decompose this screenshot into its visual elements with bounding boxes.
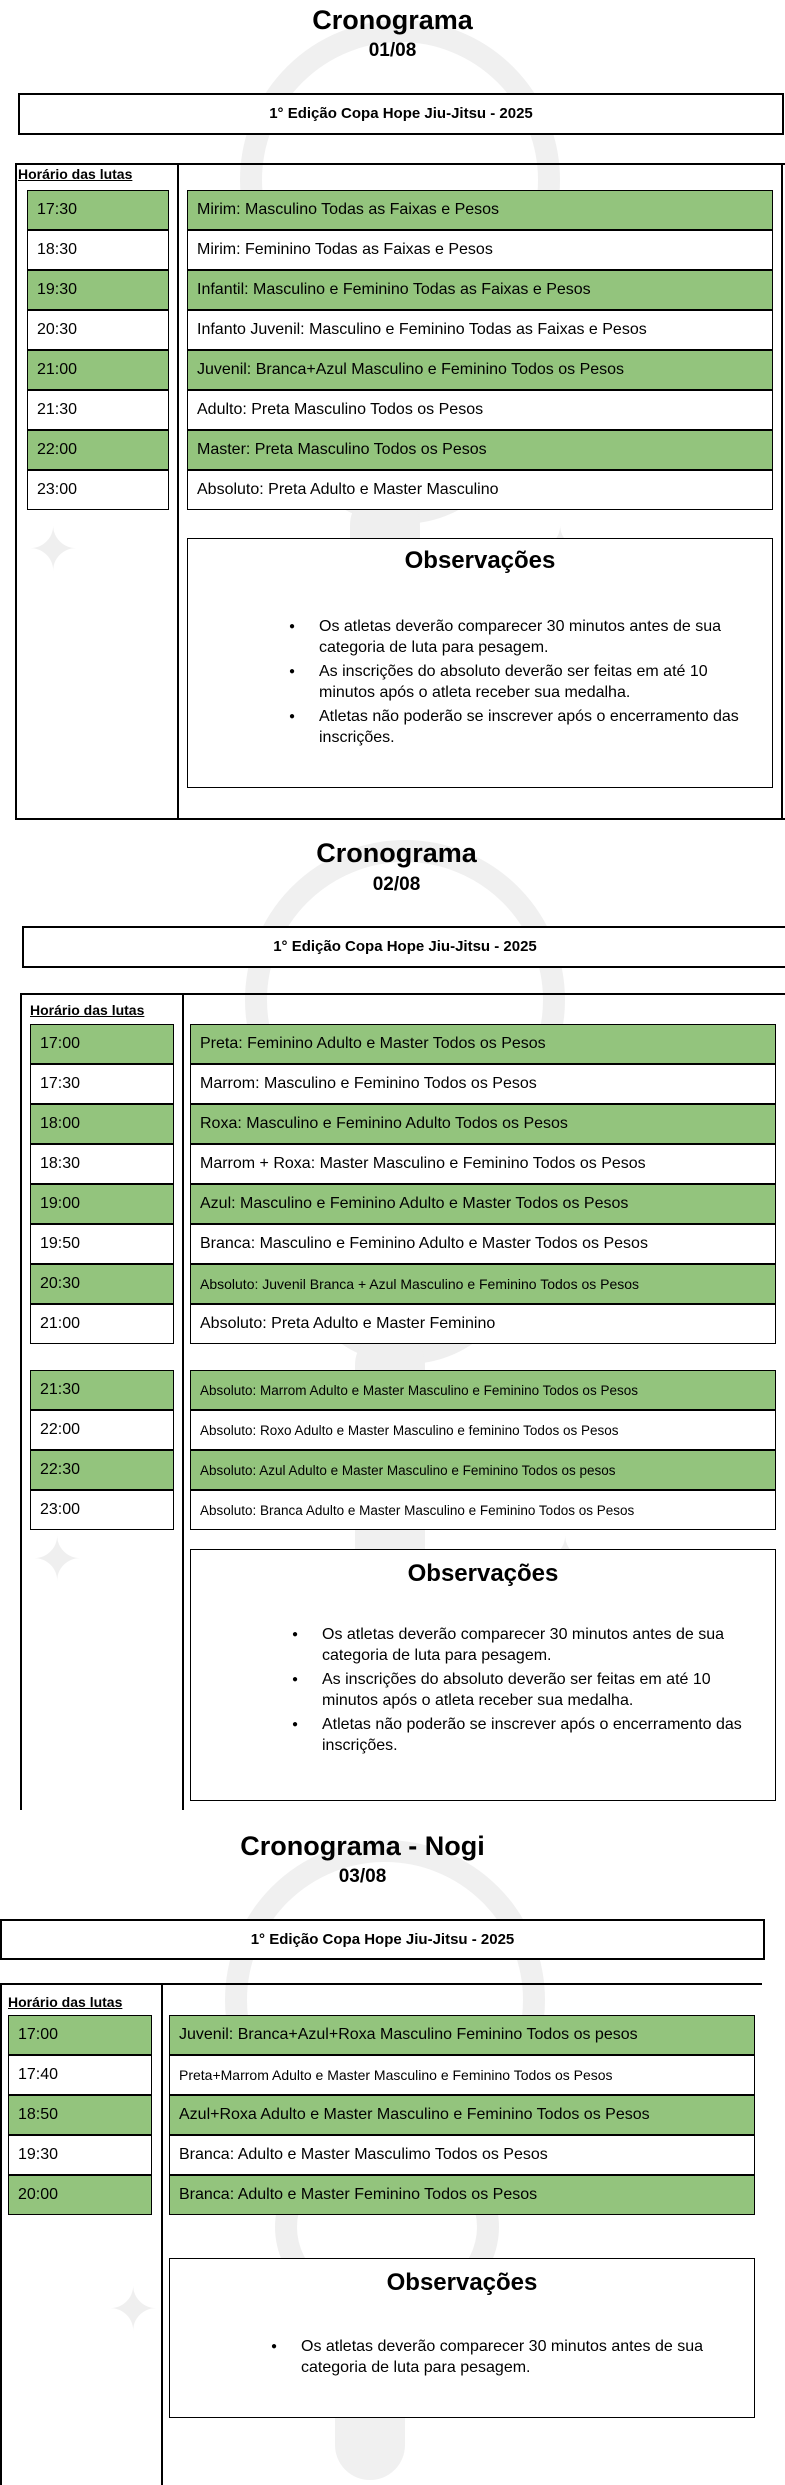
page-title: Cronograma	[312, 5, 473, 35]
event-banner: 1° Edição Copa Hope Jiu-Jitsu - 2025	[22, 926, 785, 968]
observations-title: Observações	[404, 547, 556, 574]
time-cell: 17:30	[27, 190, 169, 230]
time-cell: 18:30	[27, 230, 169, 270]
category-cell: Marrom: Masculino e Feminino Todos os Pesos	[190, 1064, 776, 1104]
category-cell: Juvenil: Branca+Azul+Roxa Masculino Feminino Todos os pesos	[169, 2015, 755, 2055]
category-cell: Branca: Adulto e Master Masculimo Todos os Pesos	[169, 2135, 755, 2175]
page-title: Cronograma - Nogi	[240, 1831, 485, 1861]
schedule-day-3: ✦ Cronograma - Nogi 03/08 1° Edição Copa Hope Jiu-Jitsu - 2025 Horário das lutas 17:00 17:40 18:50 19:30 20:00 Juvenil: Branca+Azul+Roxa Masculino Feminino Todos os pesos Preta+Marrom Adulto e Master Masculino e Feminino Todos os Pesos Azul+Roxa Adulto e Master Masculino e Feminino Todos os Pesos Branca: Adulto e Master Masculimo Todos os Pesos Branca: Adulto e Master Feminino Todos os Pesos Observações ● Os atletas deverão comparecer 30 minutos antes de sua categoria de luta para pesagem.	[0, 1810, 785, 2485]
observation-item: ● Os atletas deverão comparecer 30 minutos antes de sua categoria de luta para pesagem.	[301, 2336, 741, 2378]
category-cell: Branca: Adulto e Master Feminino Todos os Pesos	[169, 2175, 755, 2215]
observation-item: ● As inscrições do absoluto deverão ser feitas em até 10 minutos após o atleta receber sua medalha.	[322, 1669, 762, 1711]
category-cell: Absoluto: Branca Adulto e Master Masculino e Feminino Todos os Pesos	[190, 1490, 776, 1530]
time-cell: 20:00	[8, 2175, 152, 2215]
category-cell: Absoluto: Juvenil Branca + Azul Masculino e Feminino Todos os Pesos	[190, 1264, 776, 1304]
time-cell: 21:30	[30, 1370, 174, 1410]
category-cell: Adulto: Preta Masculino Todos os Pesos	[187, 390, 773, 430]
time-cell: 18:00	[30, 1104, 174, 1144]
time-cell: 17:30	[30, 1064, 174, 1104]
observations-list	[301, 2336, 741, 2381]
times-header: Horário das lutas	[8, 1994, 123, 2010]
time-cell: 22:00	[30, 1410, 174, 1450]
category-cell: Absoluto: Preta Adulto e Master Masculino	[187, 470, 773, 510]
observations-box	[187, 538, 773, 788]
category-cell: Roxa: Masculino e Feminino Adulto Todos os Pesos	[190, 1104, 776, 1144]
time-cell: 18:30	[30, 1144, 174, 1184]
observations-box	[169, 2258, 755, 2418]
category-cell: Infanto Juvenil: Masculino e Feminino Todas as Faixas e Pesos	[187, 310, 773, 350]
category-cell: Absoluto: Roxo Adulto e Master Masculino e feminino Todos os Pesos	[190, 1410, 776, 1450]
schedule-day-2: ✦ Cronograma 02/08 1° Edição Copa Hope Jiu-Jitsu - 2025 Horário das lutas 17:00 17:30 18:00 18:30 19:00 19:50 20:30 21:00 Preta: Feminino Adulto e Master Todos os Pesos Marrom: Masculino e Feminino Todos os Pesos Roxa: Masculino e Feminino Adulto Todos os Pesos Marrom + Roxa: Master Masculino e Feminino Todos os Pesos Azul: Masculino e Feminino Adulto e Master Todos os Pesos Branca: Masculino e Feminino Adulto e Master Todos os Pesos Absoluto: Juvenil Branca + Azul Masculino e Feminino Todos os Pesos Absoluto: Preta Adulto e Master Feminino 21:30 22:00 22:30 23:00 Absoluto: Marrom Adulto e Master Masculino e Feminino Todos os Pesos Absoluto: Roxo Adulto e Master Masculino e feminino Todos os Pesos Absoluto: Azul Adulto e Master Masculino e Feminino Todos os pesos Absoluto: Branca Adulto e Master Masculino e Feminino Todos os Pesos Observações ● Os atletas deverão comparecer 30 minutos antes de sua categoria de luta para pesagem. ● As inscrições do absoluto deverão ser feitas em até 10 minutos após o atleta receber sua medalha. ● Atletas não poderão se inscrever após o encerramento das inscrições.	[0, 820, 785, 1810]
time-cell: 21:00	[27, 350, 169, 390]
time-cell: 19:30	[8, 2135, 152, 2175]
time-cell: 20:30	[30, 1264, 174, 1304]
observation-item: ● Atletas não poderão se inscrever após o encerramento das inscrições.	[319, 706, 759, 748]
category-cell: Absoluto: Marrom Adulto e Master Masculino e Feminino Todos os Pesos	[190, 1370, 776, 1410]
category-cell: Absoluto: Preta Adulto e Master Feminino	[190, 1304, 776, 1344]
times-header: Horário das lutas	[18, 166, 133, 182]
category-cell: Juvenil: Branca+Azul Masculino e Feminino Todos os Pesos	[187, 350, 773, 390]
category-cell: Preta: Feminino Adulto e Master Todos os Pesos	[190, 1024, 776, 1064]
schedule-date: 02/08	[372, 874, 421, 895]
schedule-date: 01/08	[368, 40, 417, 61]
category-cell: Mirim: Feminino Todas as Faixas e Pesos	[187, 230, 773, 270]
time-cell: 19:50	[30, 1224, 174, 1264]
schedule-day-1: ✦ Cronograma 01/08 1° Edição Copa Hope Jiu-Jitsu - 2025 Horário das lutas 17:30 18:30 19:30 20:30 21:00 21:30 22:00 23:00 Mirim: Masculino Todas as Faixas e Pesos Mirim: Feminino Todas as Faixas e Pesos Infantil: Masculino e Feminino Todas as Faixas e Pesos Infanto Juvenil: Masculino e Feminino Todas as Faixas e Pesos Juvenil: Branca+Azul Masculino e Feminino Todos os Pesos Adulto: Preta Masculino Todos os Pesos Master: Preta Masculino Todos os Pesos Absoluto: Preta Adulto e Master Masculino Observações ● Os atletas deverão comparecer 30 minutos antes de sua categoria de luta para pesagem. ● As inscrições do absoluto deverão ser feitas em até 10 minutos após o atleta receber sua medalha. ● Atletas não poderão se inscrever após o encerramento das inscrições.	[0, 0, 785, 820]
category-cell: Marrom + Roxa: Master Masculino e Feminino Todos os Pesos	[190, 1144, 776, 1184]
category-cell: Branca: Masculino e Feminino Adulto e Master Todos os Pesos	[190, 1224, 776, 1264]
category-cell: Master: Preta Masculino Todos os Pesos	[187, 430, 773, 470]
observations-title: Observações	[407, 1560, 559, 1587]
category-cell: Azul+Roxa Adulto e Master Masculino e Feminino Todos os Pesos	[169, 2095, 755, 2135]
category-cell: Preta+Marrom Adulto e Master Masculino e Feminino Todos os Pesos	[169, 2055, 755, 2095]
observation-item: ● Os atletas deverão comparecer 30 minutos antes de sua categoria de luta para pesagem.	[322, 1624, 762, 1666]
time-cell: 20:30	[27, 310, 169, 350]
category-cell: Absoluto: Azul Adulto e Master Masculino e Feminino Todos os pesos	[190, 1450, 776, 1490]
schedule-date: 03/08	[338, 1866, 387, 1887]
observations-box	[190, 1549, 776, 1801]
time-cell: 19:00	[30, 1184, 174, 1224]
time-cell: 21:30	[27, 390, 169, 430]
observations-list	[322, 1624, 762, 1759]
page-title: Cronograma	[316, 838, 477, 868]
observations-title: Observações	[386, 2269, 538, 2296]
observations-list	[319, 616, 759, 751]
time-cell: 22:30	[30, 1450, 174, 1490]
observation-item: ● Atletas não poderão se inscrever após o encerramento das inscrições.	[322, 1714, 762, 1756]
observation-item: ● Os atletas deverão comparecer 30 minutos antes de sua categoria de luta para pesagem.	[319, 616, 759, 658]
event-banner: 1° Edição Copa Hope Jiu-Jitsu - 2025	[0, 1919, 765, 1960]
time-cell: 18:50	[8, 2095, 152, 2135]
category-cell: Azul: Masculino e Feminino Adulto e Master Todos os Pesos	[190, 1184, 776, 1224]
time-cell: 23:00	[30, 1490, 174, 1530]
time-cell: 17:00	[30, 1024, 174, 1064]
time-cell: 21:00	[30, 1304, 174, 1344]
category-cell: Mirim: Masculino Todas as Faixas e Pesos	[187, 190, 773, 230]
time-cell: 17:40	[8, 2055, 152, 2095]
time-cell: 19:30	[27, 270, 169, 310]
times-header: Horário das lutas	[30, 1002, 145, 1018]
time-cell: 22:00	[27, 430, 169, 470]
time-cell: 17:00	[8, 2015, 152, 2055]
time-cell: 23:00	[27, 470, 169, 510]
category-cell: Infantil: Masculino e Feminino Todas as Faixas e Pesos	[187, 270, 773, 310]
event-banner: 1° Edição Copa Hope Jiu-Jitsu - 2025	[18, 93, 784, 135]
observation-item: ● As inscrições do absoluto deverão ser feitas em até 10 minutos após o atleta receber sua medalha.	[319, 661, 759, 703]
